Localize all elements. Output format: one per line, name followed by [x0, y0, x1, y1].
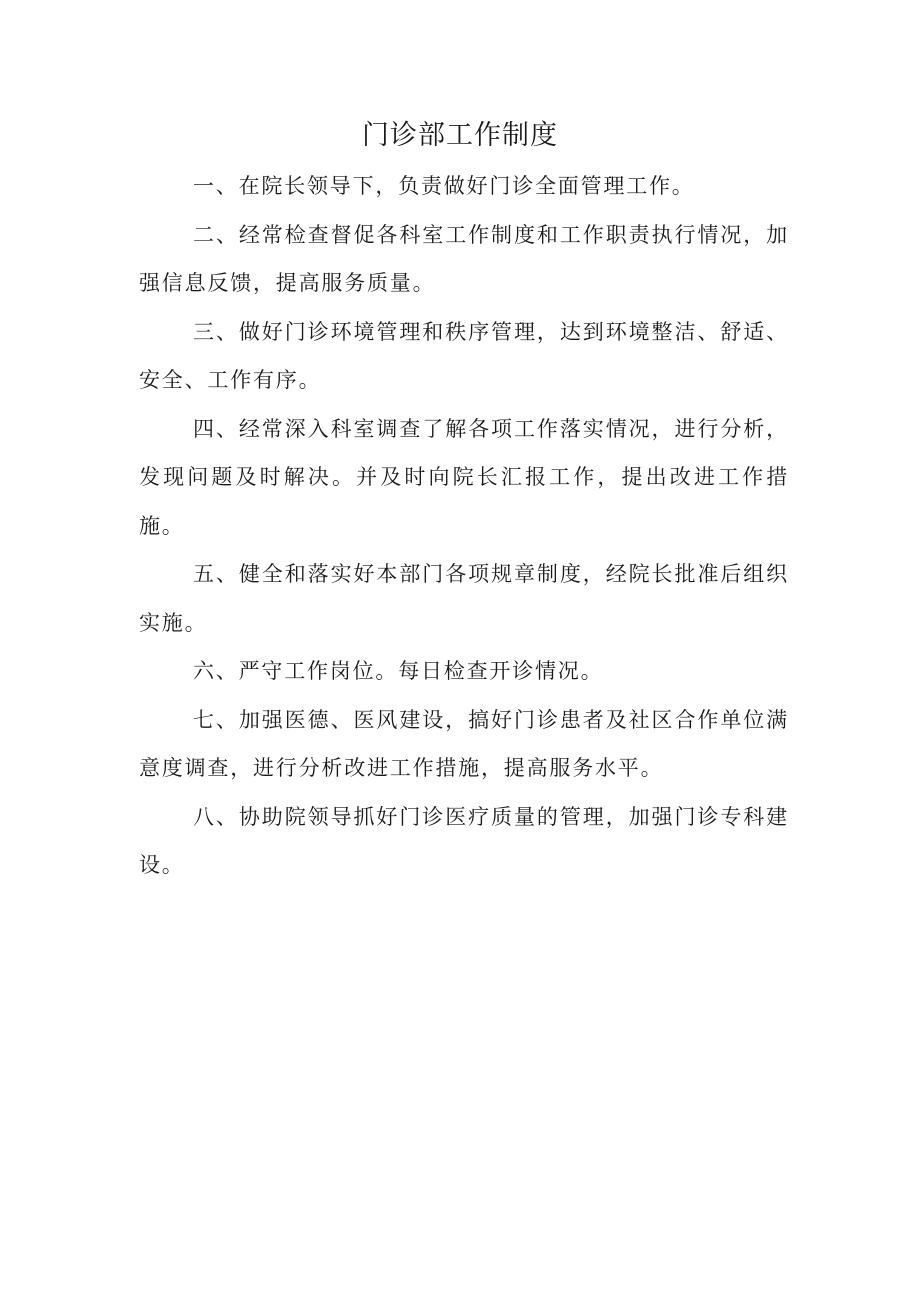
- rule-paragraph-8: 八、协助院领导抓好门诊医疗质量的管理，加强门诊专科建设。: [139, 804, 789, 877]
- rule-paragraph-5: 五、健全和落实好本部门各项规章制度，经院长批准后组织实施。: [139, 562, 789, 635]
- document-title: 门诊部工作制度: [362, 120, 558, 151]
- document-body: [139, 162, 789, 890]
- rule-paragraph-6: 六、严守工作岗位。每日检查开诊情况。: [193, 659, 604, 683]
- rule-paragraph-7: 七、加强医德、医风建设，搞好门诊患者及社区合作单位满意度调查，进行分析改进工作措施，提高服务水平。: [139, 707, 789, 780]
- rule-paragraph-2: 二、经常检查督促各科室工作制度和工作职责执行情况，加强信息反馈，提高服务质量。: [139, 222, 789, 295]
- rule-paragraph-1: 一、在院长领导下，负责做好门诊全面管理工作。: [193, 174, 695, 198]
- rule-paragraph-4: 四、经常深入科室调查了解各项工作落实情况，进行分析，发现问题及时解决。并及时向院长汇报工作，提出改进工作措施。: [139, 416, 789, 538]
- rule-paragraph-3: 三、做好门诊环境管理和秩序管理，达到环境整洁、舒适、安全、工作有序。: [139, 319, 789, 392]
